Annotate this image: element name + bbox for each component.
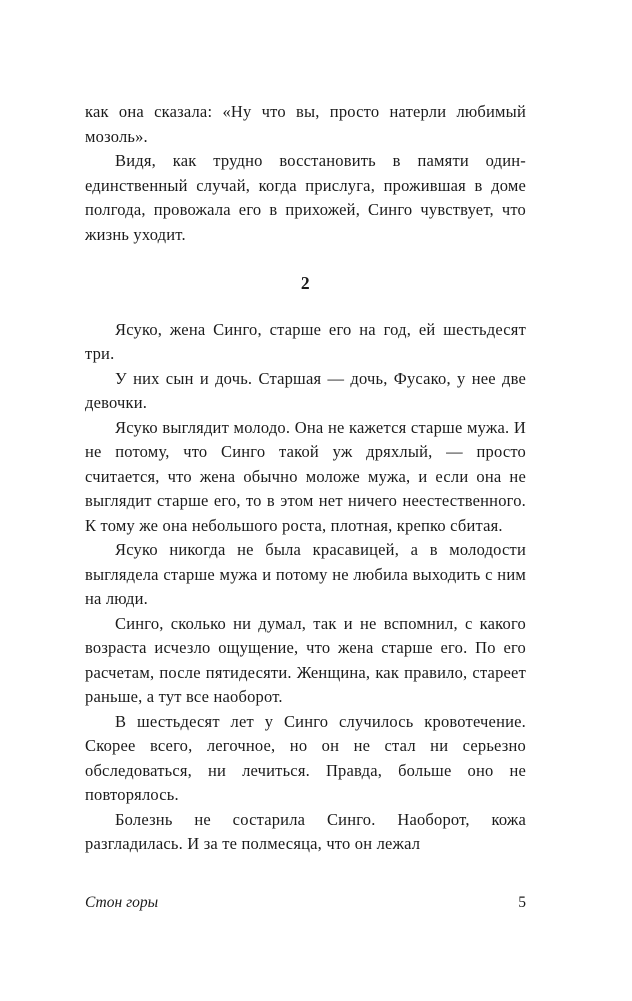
section-number: 2: [300, 273, 311, 293]
page-text: [85, 100, 526, 857]
page-footer: [85, 893, 526, 913]
paragraph: Видя, как трудно восстановить в памяти один-единственный случай, когда прислуга, прожившая в доме полгода, провожала его в прихожей, Синго чувствует, что жизнь уходит.: [85, 151, 526, 244]
paragraph: Синго, сколько ни думал, так и не вспомнил, с какого возраста исчезло ощущение, что жена старше его. По его расчетам, после пятидесяти. Женщина, как правило, стареет раньше, а тут все наоборот.: [85, 613, 526, 706]
paragraph: как она сказала: «Ну что вы, просто натерли любимый мозоль».: [85, 102, 526, 146]
paragraph: У них сын и дочь. Старшая — дочь, Фусако, у нее две девочки.: [85, 368, 526, 412]
paragraph: Ясуко никогда не была красавицей, а в молодости выглядела старше мужа и потому не любила выходить с ним на люди.: [85, 540, 526, 608]
paragraph: В шестьдесят лет у Синго случилось кровотечение. Скорее всего, легочное, но он не стал ни серьезно обследоваться, ни лечиться. Правда, больше оно не повторялось.: [85, 711, 526, 804]
paragraph: Болезнь не состарила Синго. Наоборот, кожа разгладилась. И за те полмесяца, что он лежал: [85, 809, 526, 853]
paragraph: Ясуко выглядит молодо. Она не кажется старше мужа. И не потому, что Синго такой уж дряхлый, — просто считается, что жена обычно моложе мужа, и если она не выглядит старше его, то в этом нет ничего неестественного. К тому же она небольшого роста, плотная, крепко сбитая.: [85, 417, 526, 535]
paragraph: Ясуко, жена Синго, старше его на год, ей шестьдесят три.: [85, 319, 526, 363]
page-number: 5: [518, 894, 526, 911]
running-title: Стон горы: [85, 894, 159, 911]
